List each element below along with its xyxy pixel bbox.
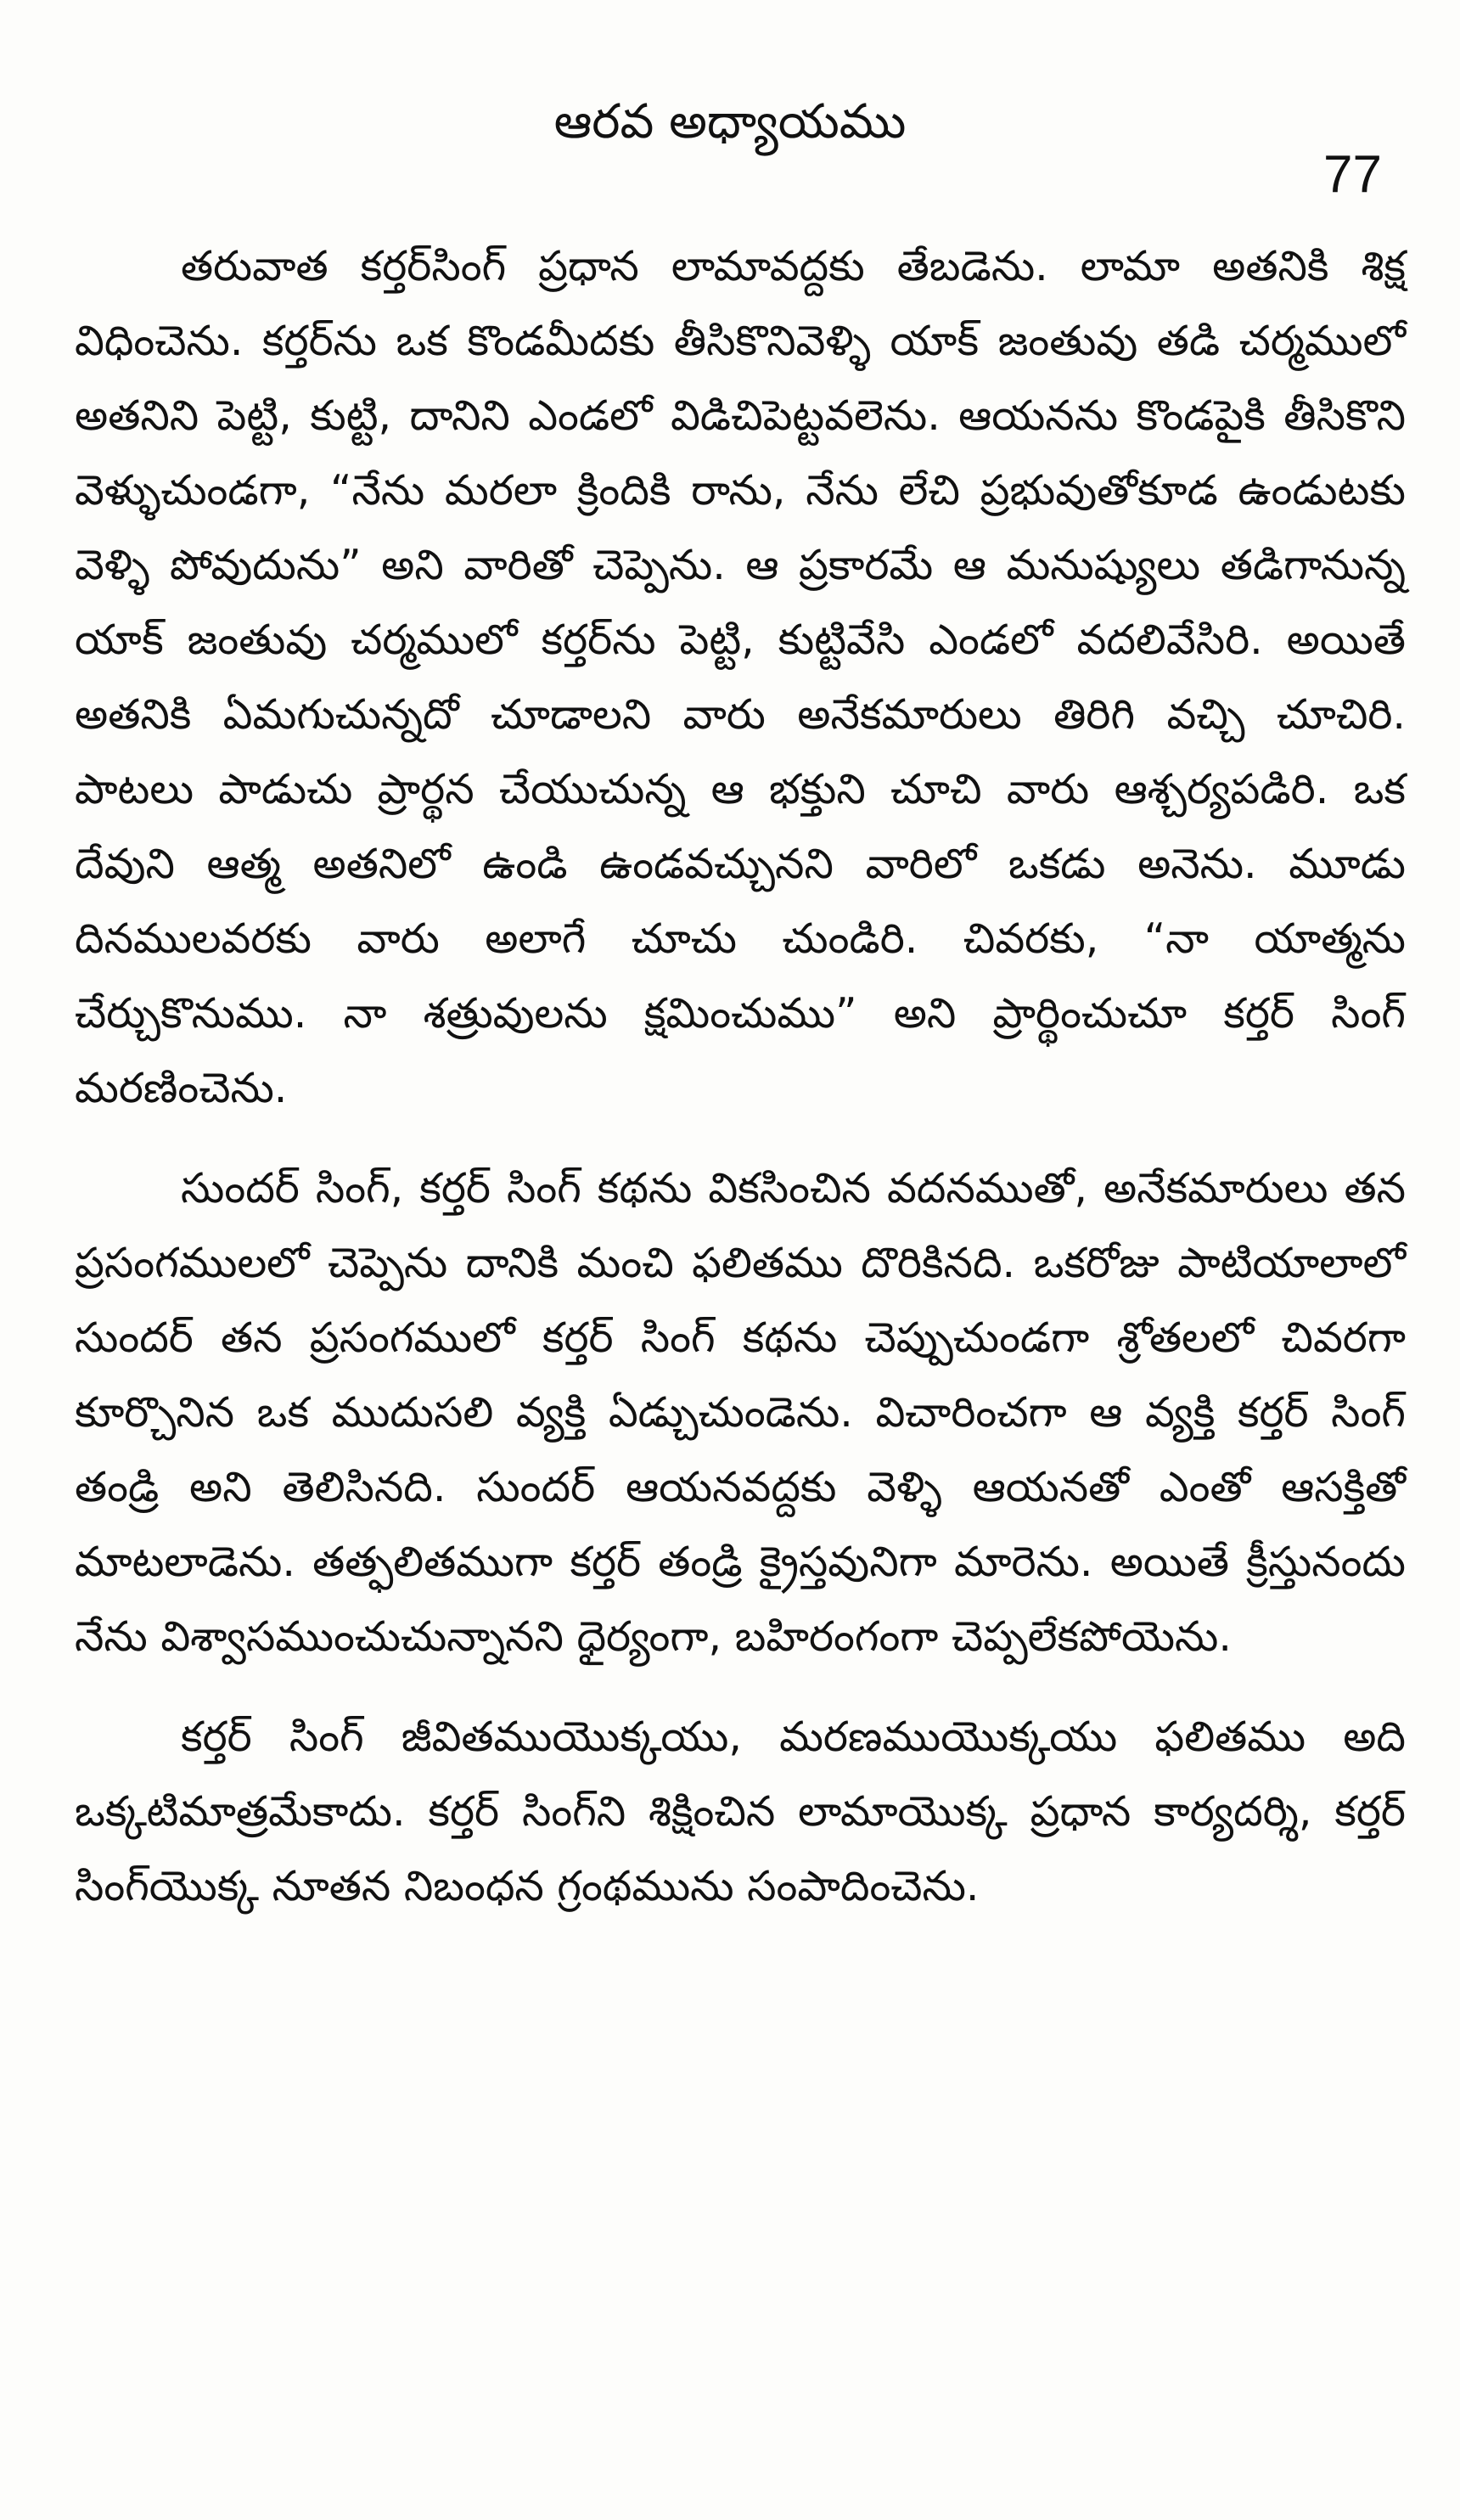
chapter-title: ఆరవ అధ్యాయము (553, 94, 907, 149)
body-text (75, 229, 1406, 1924)
paragraph-2: సుందర్ సింగ్, కర్తర్ సింగ్ కథను వికసించిన వదనముతో, అనేకమారులు తన ప్రసంగములలో చెప్పెను దానికి మంచి ఫలితము దొరికినది. ఒకరోజు పాటియాలాలో సుందర్ తన ప్రసంగములో కర్తర్ సింగ్ కథను చెప్పుచుండగా శ్రోతలలో చివరగా కూర్చొనిన ఒక ముదుసలి వ్యక్తి ఏడ్చుచుండెను. విచారించగా ఆ వ్యక్తి కర్తర్ సింగ్ తండ్రి అని తెలిసినది. సుందర్ ఆయనవద్దకు వెళ్ళి ఆయనతో ఎంతో ఆసక్తితో మాటలాడెను. తత్ఫలితముగా కర్తర్ తండ్రి క్రైస్తవునిగా మారెను. అయితే క్రీస్తునందు నేను విశ్వాసముంచుచున్నానని ధైర్యంగా, బహిరంగంగా చెప్పలేకపోయెను. (75, 1164, 1406, 1661)
page-number: 77 (1323, 145, 1382, 204)
paragraph-1: తరువాత కర్తర్‌సింగ్ ప్రధాన లామావద్దకు తేబడెను. లామా అతనికి శిక్ష విధించెను. కర్తర్‌ను ఒక కొండమీదకు తీసికొనివెళ్ళి యాక్ జంతువు తడి చర్మములో అతనిని పెట్టి, కుట్టి, దానిని ఎండలో విడిచిపెట్టవలెను. ఆయనను కొండపైకి తీసికొని వెళ్ళుచుండగా, “నేను మరలా క్రిందికి రాను, నేను లేచి ప్రభువుతోకూడ ఉండుటకు వెళ్ళి పోవుదును” అని వారితో చెప్పెను. ఆ ప్రకారమే ఆ మనుష్యులు తడిగానున్న యాక్ జంతువు చర్మములో కర్తర్‌ను పెట్టి, కుట్టివేసి ఎండలో వదలివేసిరి. అయితే అతనికి ఏమగుచున్నదో చూడాలని వారు అనేకమారులు తిరిగి వచ్చి చూచిరి. పాటలు పాడుచు ప్రార్థన చేయుచున్న ఆ భక్తుని చూచి వారు ఆశ్చర్యపడిరి. ఒక దేవుని ఆత్మ అతనిలో ఉండి ఉండవచ్చునని వారిలో ఒకడు అనెను. మూడు దినములవరకు వారు అలాగే చూచు చుండిరి. చివరకు, “నా యాత్మను చేర్చుకొనుము. నా శత్రువులను క్షమించుము” అని ప్రార్థించుచూ కర్తర్ సింగ్ మరణించెను. (75, 242, 1406, 1112)
paragraph-3: కర్తర్ సింగ్ జీవితముయొక్కయు, మరణముయొక్కయు ఫలితము అది ఒక్కటిమాత్రమేకాదు. కర్తర్ సింగ్‌ని శిక్షించిన లామాయొక్క ప్రధాన కార్యదర్శి, కర్తర్ సింగ్‌యొక్క నూతన నిబంధన గ్రంథమును సంపాదించెను. (75, 1713, 1406, 1910)
